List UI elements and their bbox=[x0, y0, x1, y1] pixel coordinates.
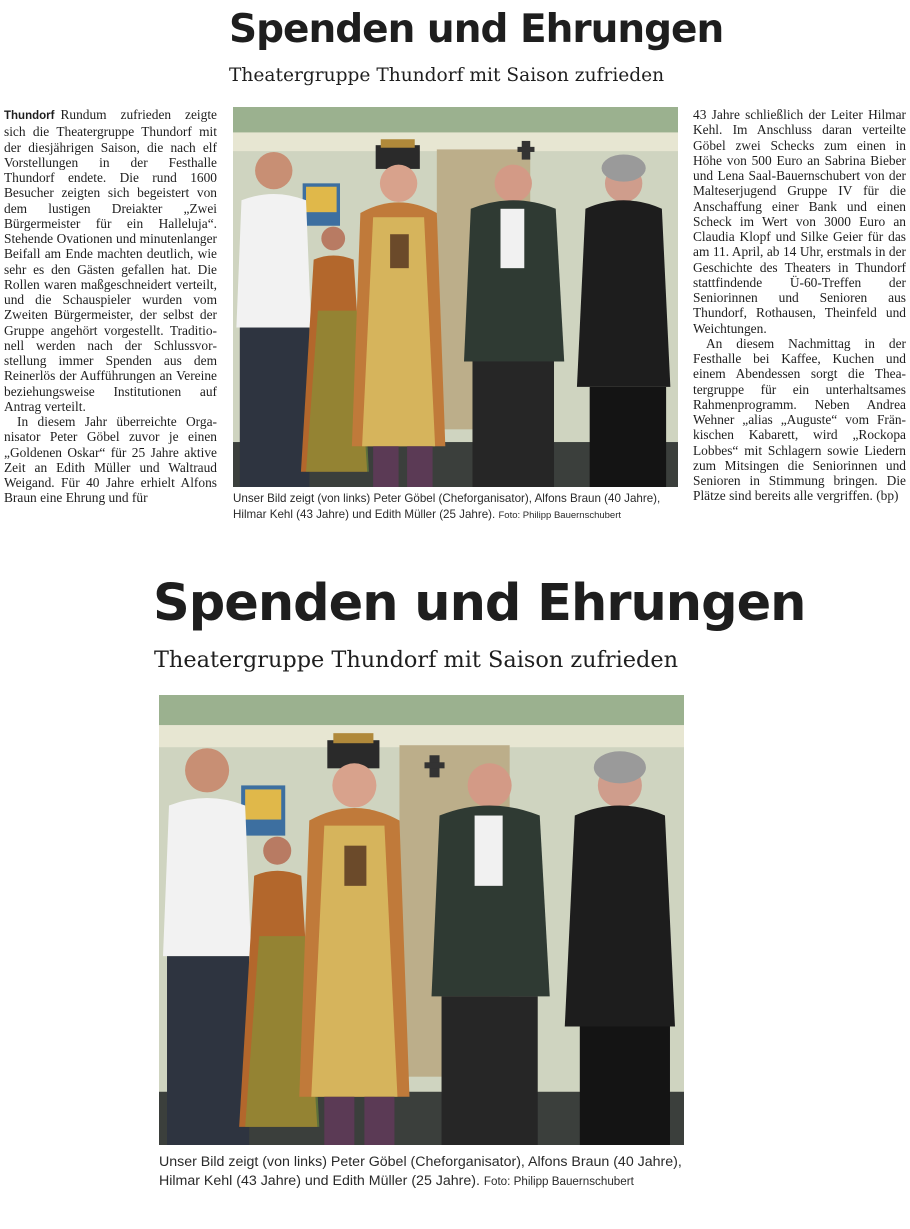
subheadline-large: Theatergruppe Thundorf mit Saison zufrieden bbox=[154, 647, 679, 673]
paragraph: In diesem Jahr überreichte Organisator Peter Göbel zuvor je einen „Goldenen Oskar“ für 25 Jahre aktive Zeit an Edith Müller und Waltraud Weigand. Für 40 Jahre erhielt Alfons Braun eine Ehrung und für bbox=[4, 414, 217, 506]
paragraph: An diesem Nachmittag in der Festhalle bei Kaffee, Kuchen und einem Abendessen sorgt die Theatergruppe für ein unterhaltsames Rahmenprogramm. Neben Andrea Wehner „alias „Auguste“ vom Fränkischen Kabarett, wird „Rockopa Lobbes“ mit Schlagern sowie Liedern zum Mitsingen die Seniorinnen und Senioren in Stimmung bringen. Die Plätze sind bereits alle vergriffen. (bp) bbox=[693, 335, 906, 504]
caption-text: Unser Bild zeigt (von links) Peter Göbel (Cheforganisator), Alfons Braun (40 Jahre), Hilmar Kehl (43 Jahre) und Edith Müller (25 Jahre). bbox=[233, 492, 661, 521]
paragraph: 43 Jahre schließlich der Leiter Hilmar Kehl. Im Anschluss daran verteilte Göbel zwei Schecks zum einen in Höhe von 500 Euro an Sabrina Bieber und Lena Saal-Bauernschubert von der Malteserjugend Gruppe IV für die Anschaffung einer Bank und einen Scheck im Wert von 3000 Euro an Claudia Klopf und Silke Geier für das am 11. April, ab 14 Uhr, erstmals in der Geschichte des Theaters in Thundorf stattfindende Ü-60-Treffen der Seniorinnen und Senioren aus Thundorf, Rothausen, Theinfeld und Weichtungen. bbox=[693, 107, 906, 336]
article-column-1 bbox=[4, 107, 217, 506]
photo-scene bbox=[233, 107, 678, 487]
headline: Spenden und Ehrungen bbox=[229, 7, 724, 52]
headline-large: Spenden und Ehrungen bbox=[153, 574, 806, 633]
dateline: Thundorf bbox=[4, 110, 55, 122]
photo-scene bbox=[159, 695, 684, 1145]
article-photo bbox=[233, 107, 678, 487]
article-photo-large bbox=[159, 695, 684, 1145]
photo-credit: Foto: Philipp Bauernschubert bbox=[483, 1175, 634, 1188]
photo-caption bbox=[233, 491, 683, 523]
photo-caption-large bbox=[159, 1153, 691, 1191]
subheadline: Theatergruppe Thundorf mit Saison zufrieden bbox=[229, 65, 665, 86]
photo-credit: Foto: Philipp Bauernschubert bbox=[498, 509, 622, 521]
article-column-3 bbox=[693, 107, 906, 504]
caption-text: Unser Bild zeigt (von links) Peter Göbel (Cheforganisator), Alfons Braun (40 Jahre), Hilmar Kehl (43 Jahre) und Edith Müller (25 Jahre). bbox=[159, 1154, 682, 1189]
paragraph: Rundum zufrieden zeigte sich die Theatergruppe Thundorf mit der diesjährigen Saison, die nach elf Vorstellungen in der Festhalle Thundorf endete. Die rund 1600 Besucher zeigten sich begeistert von dem lustigen Dreiakter „Zwei Bürgermeister für ein Halleluja“. Stehende Ovationen und minutenlanger Beifall am Ende machten deutlich, wie sehr es den Gästen gefallen hat. Die Rollen waren maßgeschneidert verteilt, und die Schauspieler wurden vom Zweiten Bürgermeister, der selbst der Gruppe angehört vorgestellt. Traditionell werden nach der Schlussvorstellung immer Spenden aus dem Reinerlös der Aufführungen an Vereine beziehungsweise Institutionen auf Antrag verteilt. bbox=[4, 107, 217, 414]
